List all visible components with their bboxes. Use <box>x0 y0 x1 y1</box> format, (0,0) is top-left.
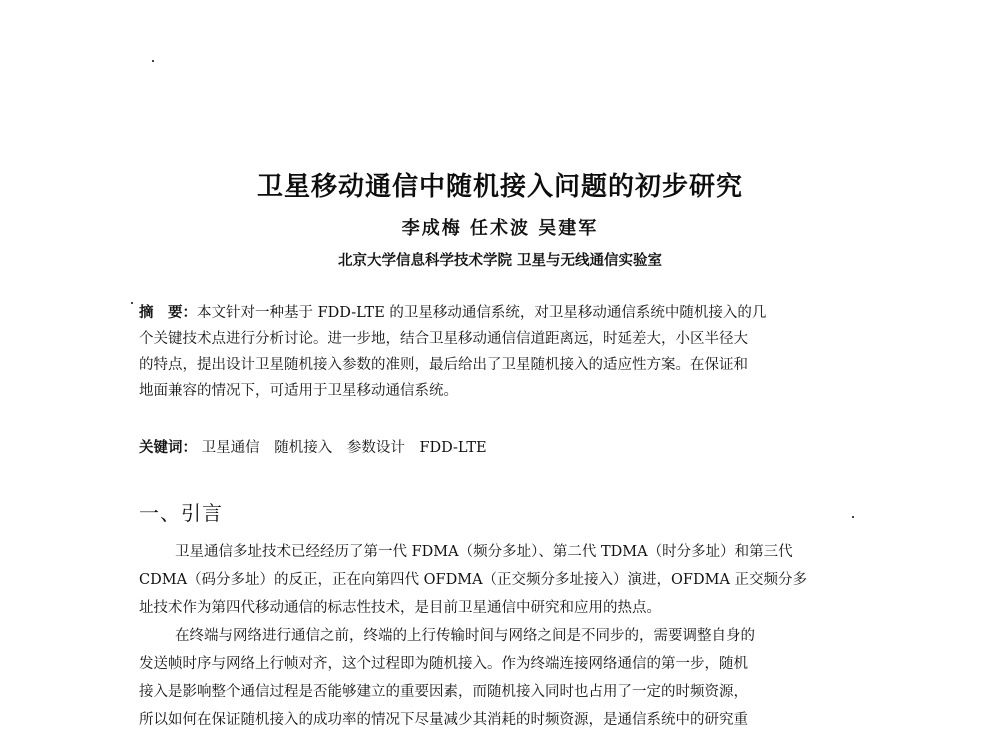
abstract-line: 地面兼容的情况下，可适用于卫星移动通信系统。 <box>139 383 458 399</box>
section-body <box>139 538 859 734</box>
paper-authors: 李成梅 任术波 吴建军 <box>401 218 599 239</box>
abstract-line: 的特点，提出设计卫星随机接入参数的准则，最后给出了卫星随机接入的适应性方案。在保证和 <box>139 357 748 373</box>
paper-affiliation: 北京大学信息科学技术学院 卫星与无线通信实验室 <box>337 253 663 269</box>
body-line: 发送帧时序与网络上行帧对齐，这个过程即为随机接入。作为终端连接网络通信的第一步，随机 <box>139 656 748 672</box>
keywords-label: 关键词： <box>139 440 197 456</box>
body-line: 接入是影响整个通信过程是否能够建立的重要因素，而随机接入同时也占用了一定的时频资源， <box>139 684 748 700</box>
paper-title: 卫星移动通信中随机接入问题的初步研究 <box>256 172 743 202</box>
keyword: 随机接入 <box>274 440 333 456</box>
abstract-label: 摘 要： <box>139 305 197 321</box>
scan-speck <box>152 60 154 62</box>
body-line: 址技术作为第四代移动通信的标志性技术，是目前卫星通信中研究和应用的热点。 <box>139 600 661 616</box>
body-line: 所以如何在保证随机接入的成功率的情况下尽量减少其消耗的时频资源，是通信系统中的研究重 <box>139 712 748 728</box>
keywords <box>139 436 497 457</box>
keyword: 卫星通信 <box>201 440 260 456</box>
keyword: 参数设计 <box>346 440 405 456</box>
abstract-text: 本文针对一种基于 FDD-LTE 的卫星移动通信系统，对卫星移动通信系统中随机接入的几 <box>197 305 767 321</box>
scan-speck <box>852 516 854 518</box>
body-line: 在终端与网络进行通信之前，终端的上行传输时间与网络之间是不同步的，需要调整自身的 <box>175 628 755 644</box>
keyword: FDD-LTE <box>419 440 487 456</box>
abstract <box>139 300 859 404</box>
abstract-line: 个关键技术点进行分析讨论。进一步地，结合卫星移动通信信道距离远，时延差大，小区半径大 <box>139 331 748 347</box>
scan-speck <box>131 302 133 304</box>
abstract-line <box>139 300 859 326</box>
body-line: 卫星通信多址技术已经经历了第一代 FDMA（频分多址）、第二代 TDMA（时分多址）和第三代 <box>175 544 793 560</box>
body-line: CDMA（码分多址）的反正，正在向第四代 OFDMA（正交频分多址接入）演进，OFDMA 正交频分多 <box>139 572 808 588</box>
section-heading: 一、引言 <box>139 501 223 525</box>
